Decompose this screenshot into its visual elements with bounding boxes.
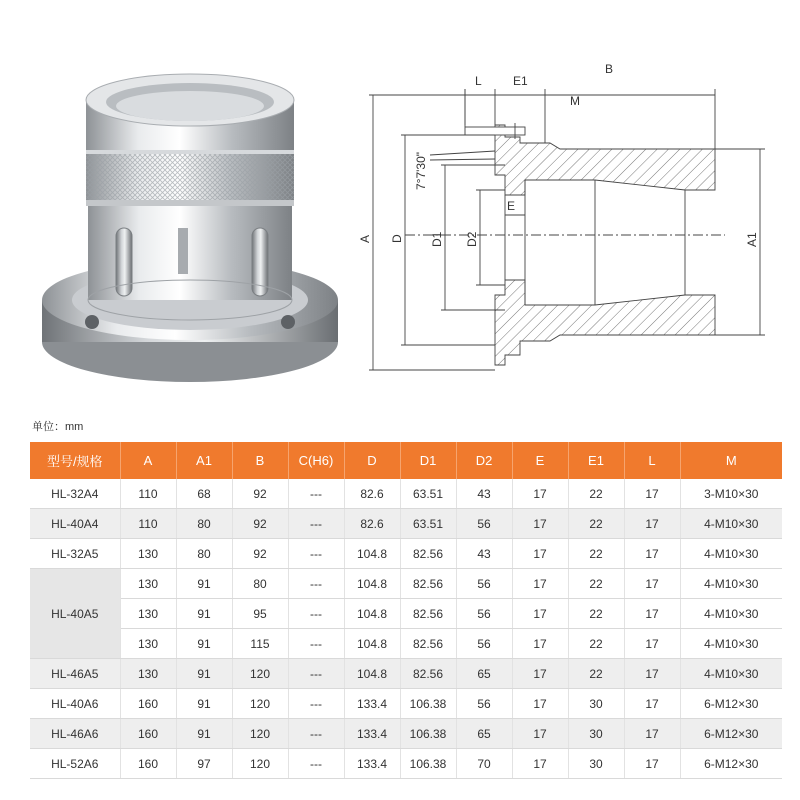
value-cell: 4-M10×30 (680, 539, 782, 569)
value-cell: 17 (512, 689, 568, 719)
value-cell: 82.6 (344, 509, 400, 539)
value-cell: 17 (512, 569, 568, 599)
header-model: 型号/规格 (30, 442, 120, 479)
value-cell: 4-M10×30 (680, 659, 782, 689)
value-cell: 82.56 (400, 599, 456, 629)
value-cell: 22 (568, 569, 624, 599)
value-cell: 133.4 (344, 749, 400, 779)
label-A: A (358, 234, 372, 243)
value-cell: 92 (232, 479, 288, 509)
header-l: L (624, 442, 680, 479)
value-cell: 91 (176, 599, 232, 629)
model-cell: HL-40A5 (30, 569, 120, 659)
value-cell: 68 (176, 479, 232, 509)
value-cell: 22 (568, 539, 624, 569)
value-cell: 22 (568, 599, 624, 629)
value-cell: --- (288, 539, 344, 569)
value-cell: 80 (176, 509, 232, 539)
model-cell: HL-32A5 (30, 539, 120, 569)
value-cell: --- (288, 719, 344, 749)
header-e1: E1 (568, 442, 624, 479)
value-cell: 56 (456, 569, 512, 599)
value-cell: 30 (568, 719, 624, 749)
value-cell: 104.8 (344, 539, 400, 569)
value-cell: 3-M10×30 (680, 479, 782, 509)
value-cell: 130 (120, 569, 176, 599)
value-cell: 6-M12×30 (680, 719, 782, 749)
value-cell: 63.51 (400, 479, 456, 509)
table-row (30, 689, 782, 719)
header-a: A (120, 442, 176, 479)
spec-table-body (30, 479, 782, 779)
value-cell: 17 (624, 689, 680, 719)
value-cell: 160 (120, 689, 176, 719)
table-row (30, 569, 782, 599)
label-L: L (475, 74, 482, 88)
value-cell: 65 (456, 659, 512, 689)
value-cell: 56 (456, 629, 512, 659)
value-cell: 22 (568, 509, 624, 539)
value-cell: 17 (624, 539, 680, 569)
value-cell: 80 (232, 569, 288, 599)
unit-label (32, 418, 83, 434)
value-cell: 17 (512, 719, 568, 749)
value-cell: 4-M10×30 (680, 569, 782, 599)
header-d2: D2 (456, 442, 512, 479)
technical-drawing (355, 55, 795, 395)
value-cell: 17 (512, 599, 568, 629)
label-E1: E1 (513, 74, 528, 88)
value-cell: --- (288, 689, 344, 719)
value-cell: 130 (120, 599, 176, 629)
value-cell: 56 (456, 509, 512, 539)
value-cell: 17 (512, 479, 568, 509)
value-cell: --- (288, 599, 344, 629)
value-cell: 106.38 (400, 689, 456, 719)
value-cell: 80 (176, 539, 232, 569)
value-cell: 115 (232, 629, 288, 659)
model-cell: HL-52A6 (30, 749, 120, 779)
table-row (30, 749, 782, 779)
value-cell: --- (288, 629, 344, 659)
value-cell: 120 (232, 719, 288, 749)
value-cell: 95 (232, 599, 288, 629)
label-M: M (570, 94, 580, 108)
table-row (30, 479, 782, 509)
value-cell: 17 (512, 509, 568, 539)
value-cell: 17 (512, 659, 568, 689)
value-cell: 30 (568, 749, 624, 779)
label-D1: D1 (430, 231, 444, 247)
value-cell: --- (288, 509, 344, 539)
value-cell: 17 (624, 509, 680, 539)
value-cell: 133.4 (344, 689, 400, 719)
value-cell: --- (288, 569, 344, 599)
label-D2: D2 (465, 231, 479, 247)
table-row (30, 659, 782, 689)
value-cell: 120 (232, 749, 288, 779)
value-cell: 91 (176, 659, 232, 689)
value-cell: 91 (176, 629, 232, 659)
header-d: D (344, 442, 400, 479)
label-E: E (507, 199, 516, 213)
value-cell: --- (288, 749, 344, 779)
model-cell: HL-40A4 (30, 509, 120, 539)
model-cell: HL-40A6 (30, 689, 120, 719)
model-cell: HL-32A4 (30, 479, 120, 509)
table-header-row (30, 442, 782, 479)
value-cell: 104.8 (344, 659, 400, 689)
label-B: B (605, 62, 614, 76)
value-cell: 17 (624, 629, 680, 659)
model-cell: HL-46A5 (30, 659, 120, 689)
value-cell: 160 (120, 719, 176, 749)
value-cell: 17 (624, 479, 680, 509)
label-angle: 7°7'30" (414, 151, 428, 190)
value-cell: 17 (624, 599, 680, 629)
value-cell: 82.56 (400, 569, 456, 599)
value-cell: 104.8 (344, 599, 400, 629)
value-cell: 56 (456, 689, 512, 719)
value-cell: --- (288, 659, 344, 689)
value-cell: 106.38 (400, 719, 456, 749)
value-cell: 22 (568, 629, 624, 659)
value-cell: 97 (176, 749, 232, 779)
value-cell: 110 (120, 509, 176, 539)
value-cell: 106.38 (400, 749, 456, 779)
value-cell: 43 (456, 479, 512, 509)
value-cell: 17 (512, 629, 568, 659)
value-cell: --- (288, 479, 344, 509)
value-cell: 120 (232, 659, 288, 689)
value-cell: 6-M12×30 (680, 689, 782, 719)
value-cell: 130 (120, 539, 176, 569)
model-cell: HL-46A6 (30, 719, 120, 749)
value-cell: 4-M10×30 (680, 629, 782, 659)
value-cell: 17 (624, 749, 680, 779)
value-cell: 120 (232, 689, 288, 719)
value-cell: 130 (120, 659, 176, 689)
label-A1: A1 (745, 232, 759, 247)
header-b: B (232, 442, 288, 479)
value-cell: 91 (176, 569, 232, 599)
header-e: E (512, 442, 568, 479)
unit-label-text: 单位： (32, 421, 65, 433)
value-cell: 82.56 (400, 659, 456, 689)
value-cell: 91 (176, 689, 232, 719)
table-row (30, 539, 782, 569)
header-a1: A1 (176, 442, 232, 479)
spec-table (30, 442, 782, 779)
value-cell: 70 (456, 749, 512, 779)
value-cell: 63.51 (400, 509, 456, 539)
value-cell: 82.56 (400, 539, 456, 569)
value-cell: 4-M10×30 (680, 509, 782, 539)
value-cell: 133.4 (344, 719, 400, 749)
value-cell: 65 (456, 719, 512, 749)
value-cell: 4-M10×30 (680, 599, 782, 629)
value-cell: 17 (512, 749, 568, 779)
value-cell: 17 (512, 539, 568, 569)
value-cell: 104.8 (344, 569, 400, 599)
table-row (30, 629, 782, 659)
value-cell: 43 (456, 539, 512, 569)
value-cell: 6-M12×30 (680, 749, 782, 779)
value-cell: 22 (568, 479, 624, 509)
value-cell: 82.6 (344, 479, 400, 509)
value-cell: 82.56 (400, 629, 456, 659)
label-D: D (390, 234, 404, 243)
value-cell: 130 (120, 629, 176, 659)
value-cell: 22 (568, 659, 624, 689)
value-cell: 92 (232, 539, 288, 569)
value-cell: 17 (624, 569, 680, 599)
product-photo (30, 60, 350, 400)
header-d1: D1 (400, 442, 456, 479)
table-row (30, 719, 782, 749)
value-cell: 91 (176, 719, 232, 749)
value-cell: 17 (624, 659, 680, 689)
header-c: C(H6) (288, 442, 344, 479)
value-cell: 92 (232, 509, 288, 539)
value-cell: 160 (120, 749, 176, 779)
value-cell: 110 (120, 479, 176, 509)
header-m: M (680, 442, 782, 479)
value-cell: 104.8 (344, 629, 400, 659)
unit-value: mm (65, 421, 84, 433)
value-cell: 30 (568, 689, 624, 719)
table-row (30, 509, 782, 539)
value-cell: 56 (456, 599, 512, 629)
table-row (30, 599, 782, 629)
value-cell: 17 (624, 719, 680, 749)
